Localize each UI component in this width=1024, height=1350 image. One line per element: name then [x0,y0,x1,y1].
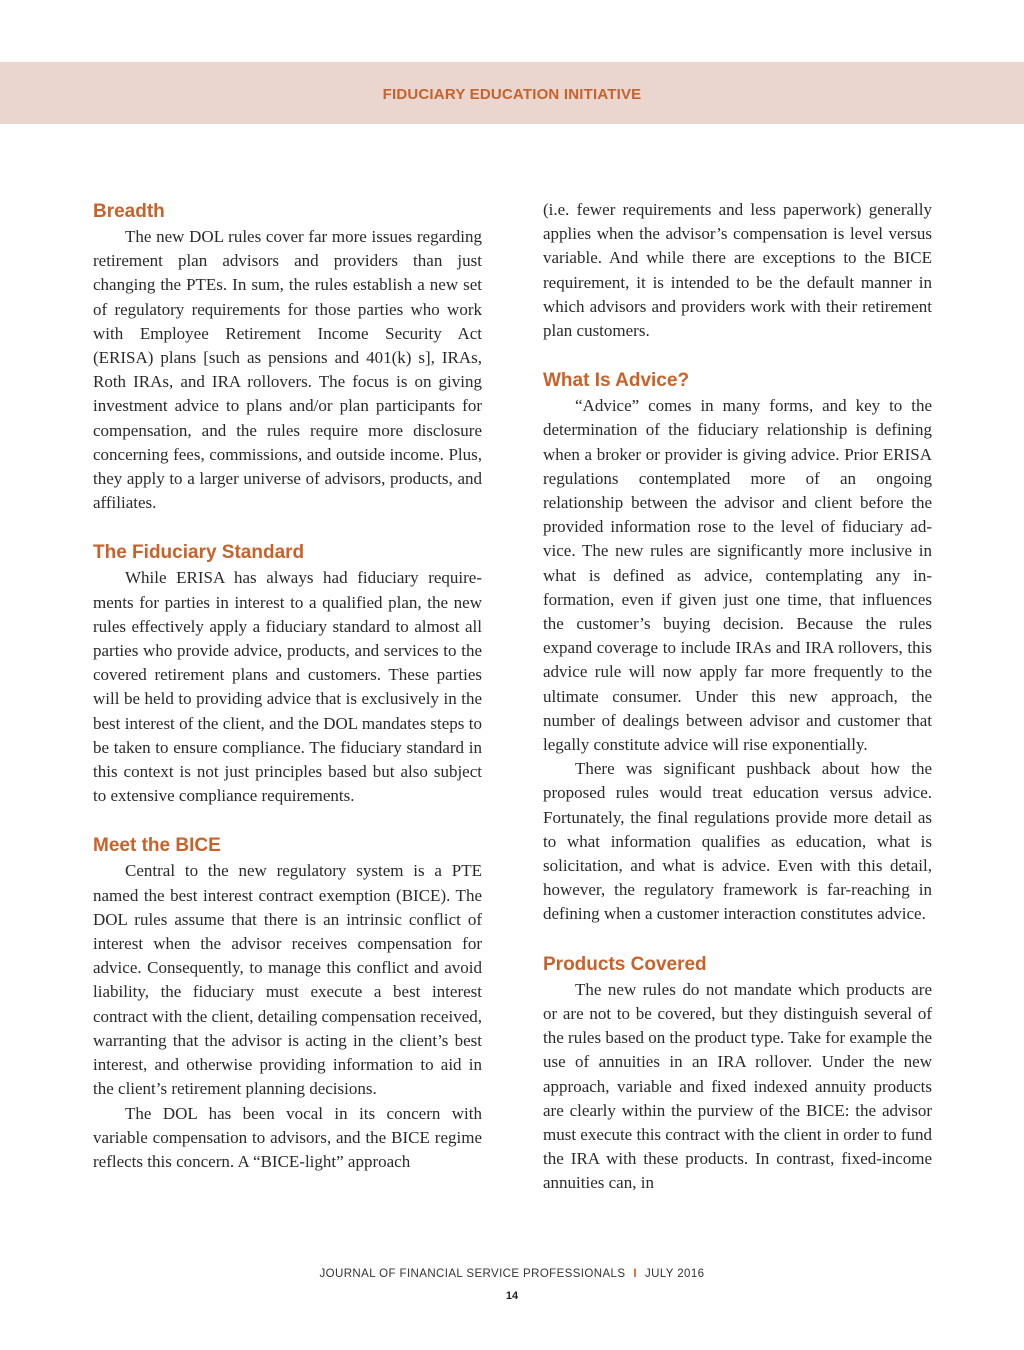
heading-what-is-advice: What Is Advice? [543,370,690,392]
journal-name: JOURNAL OF FINANCIAL SERVICE PROFESSIONALS [319,1268,626,1280]
heading-meet-the-bice: Meet the BICE [93,835,221,857]
heading-breadth: Breadth [93,201,165,222]
section-title: FIDUCIARY EDUCATION INITIATIVE [382,85,642,103]
paragraph-fiduciary-standard: While ERISA has always had fiduciary requirements for parties in interest to a qualified plan, the new rules effectively apply a fiduciary standard to almost all parties who provide advice, products, and services to the covered retirement plans and customers. These parties will be held to providing advice that is exclusively in the best interest of the client, and the DOL mandates steps to be taken to ensure compliance. The fiduciary standard in this context is not just principles based but also subject to extensive compliance requirements. [93,568,482,806]
issue-date: JULY 2016 [645,1268,705,1280]
paragraph-bice-1: Central to the new regulatory system is a PTE named the best interest contract exemption (BICE). The DOL rules assume that there is an intrinsic conflict of interest when the advisor receives compensation for advice. Consequently, to manage this conflict and avoid liability, the fiduciary must execute a best interest contract with the client, detailing compensation received, warranting that the advisor is acting in the client’s best interest, and otherwise providing information to aid in the client’s retirement planning decisions. [93,861,482,1099]
footer [0,1268,1024,1280]
paragraph-breadth: The new DOL rules cover far more issues regarding retirement plan advisors and providers than just changing the PTEs. In sum, the rules establish a new set of regulatory requirements for those parties who work with Employee Retirement Income Security Act (ERISA) plans [such as pensions and 401(k) s], IRAs, Roth IRAs, and IRA rollovers. The focus is on giving investment advice to plans and/or plan participants for compensation, and the rules require more disclosure concerning fees, commissions, and outside income. Plus, they apply to a larger universe of advisors, products, and affiliates. [93,227,482,513]
paragraph-continuation: (i.e. fewer requirements and less paperwork) generally applies when the advisor’s compensation is level versus variable. And while there are exceptions to the BICE requirement, it is intended to be the default manner in which advisors and providers work with their retirement plan customers. [543,200,932,341]
paragraph-bice-2: The DOL has been vocal in its concern with variable compensation to advisors, and the BICE regime reflects this concern. A “BICE-light” approach [93,1103,482,1171]
paragraph-products-covered: The new rules do not mandate which products are or are not to be covered, but they distinguish several of the rules based on the product type. Take for example the use of annuities in an IRA rollover. Under the new approach, variable and fixed indexed annuity products are clearly within the purview of the BICE: the advisor must execute this contract with the client in order to fund the IRA with these products. In contrast, fixed-income annuities can, in [543,979,932,1193]
right-column [543,198,932,1196]
paragraph-advice-2: There was significant pushback about how the proposed rules would treat education versus advice. Fortunately, the final regulations provide more detail as to what information qualifies as education, what is solicitation, and what is advice. Even with this detail, however, the regulatory framework is far-reaching in defining when a customer interaction constitutes advice. [543,759,932,924]
page-number: 14 [505,1290,519,1302]
footer-separator: I [633,1268,637,1280]
left-column [93,198,482,1174]
heading-products-covered: Products Covered [543,953,707,975]
header-banner [0,62,1024,124]
heading-fiduciary-standard: The Fiduciary Standard [93,542,305,564]
paragraph-advice-1: “Advice” comes in many forms, and key to the determination of the fiduciary relationship is defining when a broker or provider is giving advice. Prior ERISA regulations contemplated more of an ongoing relationship between the advisor and client before the provided information rose to the level of fiduciary advice. The new rules are significantly more inclusive in what is defined as advice, contemplating any information, even if given just one time, that influences the customer’s buying decision. Because the rules expand coverage to include IRAs and IRA rollovers, this advice rule will now apply far more frequently to the ultimate consumer. Under this new approach, the number of dealings between advisor and customer that legally constitute advice will rise exponentially. [543,396,932,755]
